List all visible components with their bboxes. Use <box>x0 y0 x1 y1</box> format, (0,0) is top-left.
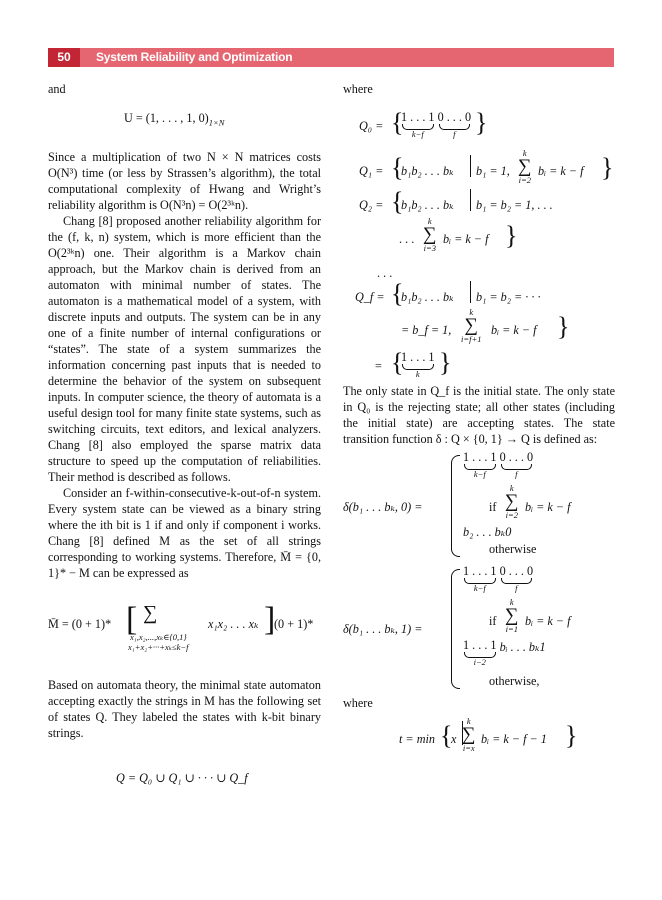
Qf-ones: 1 . . . 1 k <box>401 350 435 379</box>
left-column <box>48 81 321 786</box>
Q2-sum: k ∑ i=3 <box>423 216 437 253</box>
equation-Qf: Q_f = { b₁b₂ . . . bₖ b₁ = b₂ = · · · = b_f = 1, k ∑ i=f+1 bᵢ = k − f } = { 1 . . . 1 k } <box>355 279 570 379</box>
where-label-2: where <box>343 696 373 710</box>
equation-U: U = (1, . . . , 1, $0)_{1\times N}$ <box>124 111 225 128</box>
t-sum: k ∑ i=x <box>462 716 476 753</box>
right-column <box>343 81 615 759</box>
left-bracket: [ <box>126 601 138 639</box>
equation-Q2: Q₂ = { b₁b₂ . . . bₖ b₁ = b₂ = 1, . . . . . . k ∑ i=3 bᵢ = k − f } <box>359 187 553 253</box>
equation-Q1: Q₁ = { b₁b₂ . . . bₖ b₁ = 1, k ∑ i=2 bᵢ = k − f } <box>359 148 614 185</box>
paragraph-complexity: Since a multiplication of two N × N matrices costs O(N³) time (or less by Strassen’s algorithm), the total computational complexity of Hwang and Wright’s reliability algorithm is O(N³n) = O(2³ᵏn). <box>48 150 321 213</box>
sum-symbol: ∑ <box>143 602 158 625</box>
intro-word: and <box>48 82 66 96</box>
page-number: 50 <box>48 48 80 67</box>
Q0-zeros: 0 . . . 0 f <box>437 110 472 139</box>
delta1-sum: k ∑ i=1 <box>505 597 519 634</box>
paragraph-automata: Based on automata theory, the minimal state automaton accepting exactly the strings in M has the following set of states Q. They labeled the states with k-bit binary strings. <box>48 678 321 741</box>
equation-Q: Q = Q₀ ∪ Q₁ ∪ · · · ∪ Q_f <box>116 771 248 786</box>
equation-Mbar: M̄ = (0 + 1)* [ ∑ x₁x₂ . . . xₖ ] (0 + 1)* x₁,x₂,...,xₖ∈{0,1} x₁+x₂+···+xₖ≤k−f <box>48 601 314 653</box>
delta0-sum: k ∑ i=2 <box>505 483 519 520</box>
Qf-sum: k ∑ i=f+1 <box>461 307 482 344</box>
paragraph-system-state: Consider an f-within-consecutive-k-out-of-n system. Every system state can be viewed as a binary string where the ith bit is 1 if and only if component i works. Chang [8] defined M as the set of all strings corresponding to working systems. Therefore, M̄ = {0, 1}* − M can be expressed as <box>48 486 321 581</box>
running-title: System Reliability and Optimization <box>96 50 293 64</box>
paragraph-chang: Chang [8] proposed another reliability algorithm for the (f, k, n) system, which is more efficient than the O(2³ᵏn) one. Their algorithm is a Markov chain approach, but the Markov chain is derived from an automaton with minimal number of states. The automaton is a mathematical model of a system, with discrete inputs and outputs. The system can be in any one of a finite number of internal configurations or “states”. The state of a system summarizes the information concerning past inputs that is needed to determine the behavior of the system on subsequent inputs. In computer science, the theory of automata is a useful design tool for many finite state systems, such as switching circuits, text editors, and lexical analyzers. Chang [8] also employed the sparse matrix data structure to speed up the computation of reliabilities. Their method is described as follows. <box>48 214 321 485</box>
paragraph-states: The only state in Q_f is the initial state. The only state in Q₀ is the rejecting state; all other states (including the initial state) are accepting states. The state transition function δ : Q × {0, 1} → Q is defined as: <box>343 384 615 446</box>
equation-delta1: δ(b₁ . . . bₖ, 1) = 1 . . . 1 k−f 0 . . . 0 f if k ∑ i=1 bᵢ = k − f 1 . . . 1 i−2 bᵢ . . . bₖ1 otherwise, <box>343 564 571 688</box>
Q1-sum: k ∑ i=2 <box>518 148 532 185</box>
right-bracket: ] <box>264 601 276 639</box>
equation-t: t = min { x k ∑ i=x bᵢ = k − f − 1 } <box>399 716 578 753</box>
ellipsis: . . . <box>377 266 393 280</box>
equation-Q0: Q₀ = { 1 . . . 1 k−f 0 . . . 0 f } <box>359 108 488 139</box>
equation-delta0: δ(b₁ . . . bₖ, 0) = 1 . . . 1 k−f 0 . . . 0 f if k ∑ i=2 bᵢ = k − f b₂ . . . bₖ0 otherwise <box>343 450 571 556</box>
Q0-ones: 1 . . . 1 k−f <box>401 110 435 139</box>
where-label-1: where <box>343 82 373 96</box>
